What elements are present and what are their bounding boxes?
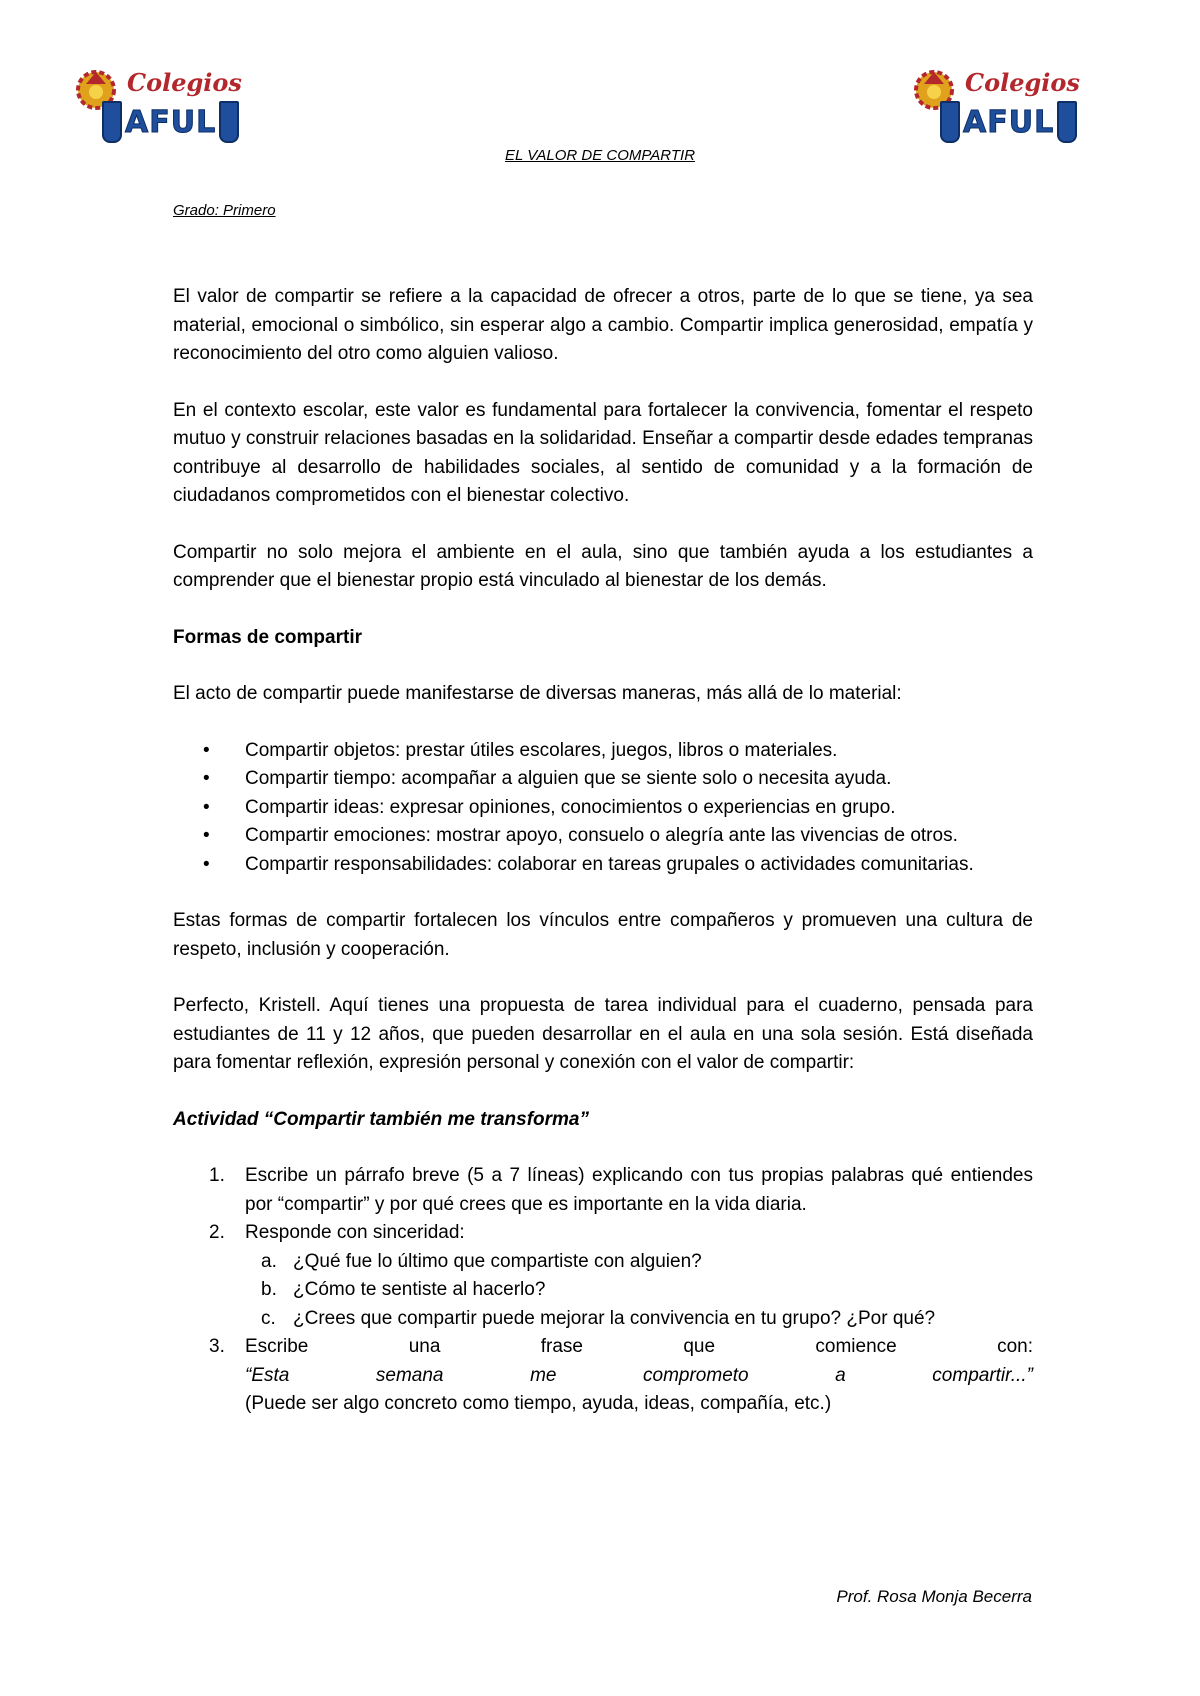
benefit-paragraph: Compartir no solo mejora el ambiente en el aula, sino que también ayuda a los estudiantes a comprender que el bienestar propio está vinculado al bienestar de los demás. (173, 541, 1033, 591)
task-text: Escribe un párrafo breve (5 a 7 líneas) explicando con tus propias palabras qué entiendes por “compartir” y por qué crees que es importante en la vida diaria. (245, 1165, 1033, 1215)
task-item (209, 1162, 1033, 1219)
school-logo-left (72, 62, 272, 152)
closing-paragraph: Estas formas de compartir fortalecen los vínculos entre compañeros y promueven una cultura de respeto, inclusión y cooperación. (173, 910, 1033, 960)
intro-paragraph: El valor de compartir se refiere a la capacidad de ofrecer a otros, parte de lo que se tiene, ya sea material, emocional o simbólico, sin esperar algo a cambio. Compartir implica generosidad, empatía y reconocimiento del otro como alguien valioso. (173, 286, 1033, 364)
list-item: • Compartir tiempo: acompañar a alguien que se siente solo o necesita ayuda. (245, 765, 1033, 794)
task-item (209, 1219, 1033, 1333)
task-quote-line (245, 1362, 1033, 1391)
task-text: Responde con sinceridad: (245, 1222, 465, 1243)
word: a (835, 1364, 846, 1386)
word: compartir...” (932, 1364, 1033, 1386)
logo-text-colegios: Colegios (965, 68, 1080, 97)
logo-wordmark (102, 102, 239, 142)
list-item: • Compartir responsabilidades: colaborar en tareas grupales o actividades comunitarias. (245, 851, 1033, 880)
grade-label: Grado: Primero (173, 202, 276, 219)
word: Escribe (245, 1336, 309, 1357)
sub-question-text: ¿Cómo te sentiste al hacerlo? (293, 1279, 546, 1300)
sub-question (261, 1276, 1033, 1305)
logo-text-aful: AFUL (963, 104, 1055, 140)
section-intro: El acto de compartir puede manifestarse de diversas maneras, más allá de lo material: (173, 683, 902, 704)
task-number: 2. (209, 1222, 225, 1243)
proposal-paragraph: Perfecto, Kristell. Aquí tienes una propuesta de tarea individual para el cuaderno, pensada para estudiantes de 11 y 12 años, que pueden desarrollar en el aula en una sola sesión. Está diseñada para fomentar reflexión, expresión personal y conexión con el valor de compartir: (173, 995, 1033, 1073)
logo-pillar-icon (1057, 101, 1077, 143)
document-title: EL VALOR DE COMPARTIR (504, 147, 696, 164)
word: con: (997, 1336, 1033, 1357)
word: comience (815, 1336, 897, 1357)
author-signature: Prof. Rosa Monja Becerra (836, 1587, 1032, 1606)
sub-question (261, 1248, 1033, 1277)
list-item: • Compartir emociones: mostrar apoyo, consuelo o alegría ante las vivencias de otros. (245, 822, 1033, 851)
word: una (408, 1336, 441, 1357)
task-item (209, 1333, 1033, 1419)
sub-question-text: ¿Crees que compartir puede mejorar la convivencia en tu grupo? ¿Por qué? (293, 1307, 936, 1329)
logo-text-aful: AFUL (125, 104, 217, 140)
sub-question-list (245, 1248, 1033, 1334)
word: me (530, 1364, 557, 1386)
task-text-line (245, 1333, 1033, 1362)
logo-wordmark (940, 102, 1077, 142)
document-body (173, 283, 1033, 1419)
logo-pillar-icon (102, 101, 122, 143)
section-heading: Formas de compartir (173, 626, 362, 648)
task-number: 3. (209, 1336, 225, 1357)
word: frase (540, 1336, 583, 1357)
sub-question-text: ¿Qué fue lo último que compartiste con alguien? (293, 1250, 702, 1272)
sub-question-letter: c. (261, 1307, 276, 1329)
sub-question-letter: a. (261, 1250, 277, 1272)
activity-title: Actividad “Compartir también me transforma” (173, 1108, 589, 1130)
task-list (173, 1162, 1033, 1419)
word: comprometo (643, 1364, 749, 1386)
logo-pillar-icon (219, 101, 239, 143)
sub-question-letter: b. (261, 1279, 277, 1300)
forms-list (173, 737, 1033, 880)
task-note: (Puede ser algo concreto como tiempo, ayuda, ideas, compañía, etc.) (245, 1393, 832, 1414)
school-logo-right (910, 62, 1110, 152)
word: “Esta (245, 1364, 290, 1386)
context-paragraph: En el contexto escolar, este valor es fundamental para fortalecer la convivencia, fomentar el respeto mutuo y construir relaciones basadas en la solidaridad. Enseñar a compartir desde edades tempranas contribuye al desarrollo de habilidades sociales, al sentido de comunidad y a la formación de ciudadanos comprometidos con el bienestar colectivo. (173, 399, 1033, 506)
word: semana (375, 1364, 444, 1386)
task-number: 1. (209, 1165, 225, 1186)
logo-text-colegios: Colegios (127, 68, 242, 97)
list-item: • Compartir ideas: expresar opiniones, conocimientos o experiencias en grupo. (245, 794, 1033, 823)
sub-question (261, 1305, 1033, 1334)
list-item: • Compartir objetos: prestar útiles escolares, juegos, libros o materiales. (245, 737, 1033, 766)
logo-pillar-icon (940, 101, 960, 143)
word: que (683, 1336, 716, 1357)
